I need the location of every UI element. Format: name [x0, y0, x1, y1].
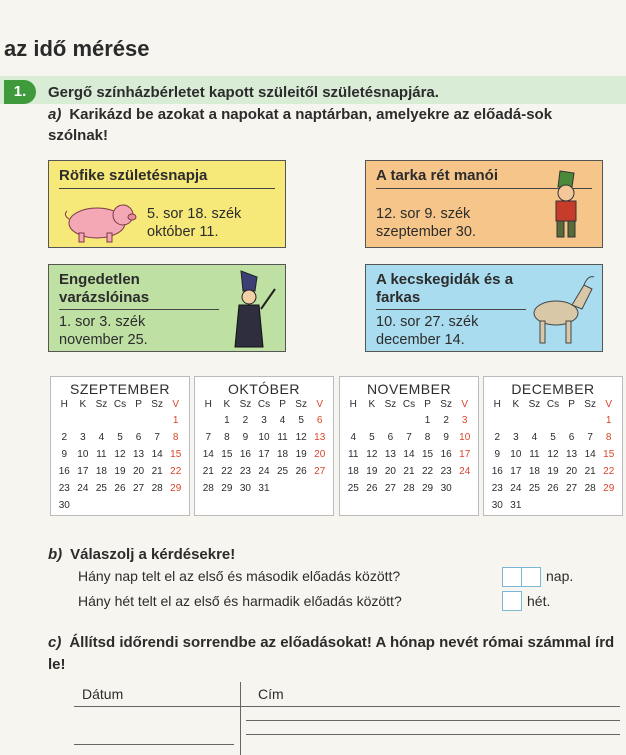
pig-icon: [59, 195, 139, 245]
calendar-day[interactable]: 20: [384, 466, 396, 477]
calendar-day[interactable]: 14: [403, 449, 415, 460]
calendar-day[interactable]: 31: [258, 483, 270, 494]
column-date-header: Dátum: [82, 686, 124, 702]
calendar-day[interactable]: 15: [603, 449, 615, 460]
calendar-day[interactable]: 18: [528, 466, 540, 477]
calendar-day: [507, 412, 526, 429]
calendar-week-row: [51, 446, 189, 463]
calendar-day[interactable]: 24: [77, 483, 89, 494]
calendar-day[interactable]: 21: [403, 466, 415, 477]
gnome-icon: [542, 167, 592, 245]
calendar-day[interactable]: 28: [403, 483, 415, 494]
weekday: K: [368, 399, 376, 410]
calendar-day[interactable]: 8: [224, 432, 230, 443]
page-title: az idő mérése: [4, 36, 150, 61]
calendar-day[interactable]: 14: [202, 449, 214, 460]
calendar-day[interactable]: 25: [528, 483, 540, 494]
weekday: Sz: [239, 399, 252, 410]
answer-days-digit-2[interactable]: [521, 567, 541, 587]
weekday: Sz: [95, 399, 108, 410]
calendar-day: [148, 497, 167, 514]
calendar-week-row: [51, 463, 189, 480]
calendar-day[interactable]: 9: [443, 432, 449, 443]
calendar-day[interactable]: 29: [221, 483, 233, 494]
show-seat: 1. sor 3. szék: [59, 314, 146, 330]
show-card-varazslo: [48, 264, 286, 352]
calendar-day[interactable]: 30: [491, 500, 503, 511]
calendar-day[interactable]: 19: [547, 466, 559, 477]
calendar-weekdays: [51, 399, 189, 410]
calendar-day[interactable]: 30: [239, 483, 251, 494]
weekday: P: [568, 399, 575, 410]
calendar-october: [194, 376, 334, 516]
calendar-november: [339, 376, 479, 516]
calendar-day[interactable]: 5: [550, 432, 556, 443]
task-a-instruction: Karikázd be azokat a napokat a naptárban, amelyekre az előadá-sok szólnak!: [48, 106, 553, 144]
calendar-week-row: [484, 446, 622, 463]
task-a-label: a): [48, 106, 62, 123]
calendar-day[interactable]: 13: [566, 449, 578, 460]
calendar-day[interactable]: 12: [366, 449, 378, 460]
calendar-day[interactable]: 13: [314, 432, 326, 443]
calendar-day[interactable]: 7: [154, 432, 160, 443]
calendar-day[interactable]: 3: [80, 432, 86, 443]
calendar-day[interactable]: 26: [295, 466, 307, 477]
calendar-day[interactable]: 11: [348, 449, 359, 460]
weekday: H: [204, 399, 212, 410]
calendar-day: [74, 412, 93, 429]
calendar-day[interactable]: 20: [133, 466, 145, 477]
calendar-week-row: [195, 463, 333, 480]
calendar-day[interactable]: 8: [605, 432, 612, 443]
calendar-week-row: [340, 429, 478, 446]
calendar-day[interactable]: 5: [369, 432, 375, 443]
show-card-rofike: [48, 160, 286, 248]
calendar-day[interactable]: 30: [58, 500, 70, 511]
calendar-day[interactable]: 10: [459, 432, 471, 443]
calendar-day: [581, 497, 600, 514]
weekday: K: [79, 399, 87, 410]
show-title: A tarka rét manói: [376, 167, 498, 184]
calendar-day[interactable]: 2: [494, 432, 501, 443]
calendar-day[interactable]: 19: [295, 449, 307, 460]
task-b-label: b): [48, 546, 63, 563]
weekday: K: [512, 399, 520, 410]
calendar-day[interactable]: 25: [347, 483, 359, 494]
calendar-day: [74, 497, 93, 514]
answer-line[interactable]: [246, 734, 620, 735]
calendar-day[interactable]: 12: [547, 449, 559, 460]
calendar-month: NOVEMBER: [366, 381, 452, 397]
calendar-day[interactable]: 6: [135, 432, 142, 443]
task-number-badge: 1.: [4, 80, 36, 104]
calendar-day[interactable]: 21: [202, 466, 214, 477]
show-card-kecske: [365, 264, 603, 352]
calendar-day[interactable]: 6: [568, 432, 575, 443]
calendar-day[interactable]: 22: [603, 466, 615, 477]
calendar-day[interactable]: 6: [387, 432, 394, 443]
calendar-week-row: [340, 412, 478, 429]
calendar-day[interactable]: 19: [114, 466, 126, 477]
show-seat: 12. sor 9. szék: [376, 206, 471, 222]
calendar-day[interactable]: 12: [295, 432, 307, 443]
weekday: Sz: [584, 399, 596, 410]
show-date: október 11.: [147, 224, 219, 240]
calendar-day[interactable]: 1: [172, 415, 179, 426]
calendar-week-row: [195, 429, 333, 446]
weekday: V: [605, 399, 613, 410]
calendar-day: [129, 412, 148, 429]
weekday: Sz: [295, 399, 307, 410]
calendar-september: [50, 376, 190, 516]
weekday: Cs: [546, 399, 560, 410]
calendar-day[interactable]: 15: [170, 449, 182, 460]
calendar-day[interactable]: 27: [566, 483, 578, 494]
calendar-day[interactable]: 17: [258, 449, 270, 460]
calendar-day[interactable]: 26: [547, 483, 559, 494]
calendar-day[interactable]: 11: [277, 432, 288, 443]
weekday: V: [316, 399, 324, 410]
calendar-day: [111, 497, 130, 514]
weekday: H: [493, 399, 501, 410]
calendar-day[interactable]: 11: [529, 449, 540, 460]
calendar-day[interactable]: 10: [258, 432, 270, 443]
calendar-day[interactable]: 4: [531, 432, 538, 443]
calendar-day[interactable]: 27: [314, 466, 326, 477]
show-card-tarka: [365, 160, 603, 248]
calendar-day: [525, 497, 544, 514]
calendar-month: DECEMBER: [511, 381, 595, 397]
calendar-day[interactable]: 22: [422, 466, 434, 477]
calendar-day[interactable]: 15: [221, 449, 233, 460]
calendar-day: [562, 497, 581, 514]
weekday: P: [424, 399, 431, 410]
calendar-day[interactable]: 23: [239, 466, 251, 477]
calendar-day[interactable]: 2: [61, 432, 68, 443]
calendar-day[interactable]: 25: [277, 466, 289, 477]
calendar-day: [199, 412, 218, 429]
calendar-day: [111, 412, 130, 429]
calendar-day[interactable]: 1: [424, 415, 431, 426]
goat-icon: [526, 269, 598, 349]
calendar-day[interactable]: 16: [440, 449, 452, 460]
show-seat: 10. sor 27. szék: [376, 314, 479, 330]
answer-weeks[interactable]: [502, 591, 522, 611]
calendar-day[interactable]: 7: [205, 432, 212, 443]
calendar-day[interactable]: 14: [151, 449, 163, 460]
calendar-day[interactable]: 23: [440, 466, 452, 477]
weekday: K: [223, 399, 231, 410]
calendar-day[interactable]: 29: [422, 483, 434, 494]
task-intro: Gergő színházbérletet kapott szüleitől születésnapjára.: [48, 84, 439, 101]
calendar-weekdays: [340, 399, 478, 410]
calendar-week-row: [484, 463, 622, 480]
calendar-day: [488, 412, 507, 429]
task-c-label: c): [48, 634, 62, 651]
calendar-day[interactable]: 21: [151, 466, 163, 477]
calendar-day: [544, 497, 563, 514]
calendar-week-row: [51, 497, 189, 514]
calendar-month: SZEPTEMBER: [70, 381, 170, 397]
show-date: szeptember 30.: [376, 224, 476, 240]
show-seat: 5. sor 18. szék: [147, 206, 242, 222]
calendar-day[interactable]: 18: [277, 449, 289, 460]
calendar-day[interactable]: 1: [605, 415, 612, 426]
calendar-day[interactable]: 15: [422, 449, 434, 460]
calendar-day: [363, 412, 382, 429]
weekday: V: [461, 399, 469, 410]
calendar-day[interactable]: 16: [491, 466, 503, 477]
calendar-day[interactable]: 4: [350, 432, 357, 443]
calendar-day: [273, 480, 292, 497]
calendar-day[interactable]: 17: [459, 449, 471, 460]
calendar-day[interactable]: 6: [316, 415, 323, 426]
unit-weeks: hét.: [527, 593, 551, 609]
calendar-day[interactable]: 25: [95, 483, 107, 494]
show-date: december 14.: [376, 332, 465, 348]
show-title: A kecskegidák és a farkas: [376, 271, 514, 306]
calendar-week-row: [484, 480, 622, 497]
show-date: november 25.: [59, 332, 148, 348]
calendar-day[interactable]: 8: [424, 432, 431, 443]
calendar-day[interactable]: 30: [440, 483, 452, 494]
calendar-day[interactable]: 20: [566, 466, 578, 477]
weekday: P: [279, 399, 286, 410]
calendar-day[interactable]: 8: [172, 432, 179, 443]
calendar-day: [400, 412, 419, 429]
calendar-day[interactable]: 23: [58, 483, 70, 494]
calendar-day[interactable]: 24: [258, 466, 270, 477]
task-b-heading: [48, 546, 235, 563]
calendar-day[interactable]: 29: [170, 483, 182, 494]
calendar-day[interactable]: 13: [384, 449, 396, 460]
calendar-day[interactable]: 9: [242, 432, 249, 443]
calendar-day[interactable]: 21: [584, 466, 596, 477]
calendar-day[interactable]: 29: [603, 483, 615, 494]
table-header-line: [74, 706, 620, 707]
calendar-day: [292, 480, 311, 497]
calendar-day[interactable]: 26: [366, 483, 378, 494]
calendar-week-row: [195, 480, 333, 497]
show-title: Engedetlen varázslóinas: [59, 271, 150, 306]
calendar-day[interactable]: 24: [510, 483, 522, 494]
calendar-day[interactable]: 9: [494, 449, 501, 460]
calendar-day: [55, 412, 74, 429]
calendar-day[interactable]: 19: [366, 466, 378, 477]
calendar-day[interactable]: 28: [584, 483, 596, 494]
calendar-day: [544, 412, 563, 429]
calendar-weekdays: [484, 399, 622, 410]
wizard-icon: [225, 269, 279, 349]
answer-line[interactable]: [246, 720, 620, 721]
calendar-day[interactable]: 3: [261, 415, 267, 426]
calendar-day[interactable]: 10: [510, 449, 522, 460]
table-divider: [240, 682, 241, 755]
weekday: Cs: [113, 399, 127, 410]
unit-days: nap.: [546, 568, 574, 584]
calendar-day[interactable]: 5: [117, 432, 123, 443]
calendar-day[interactable]: 23: [491, 483, 503, 494]
calendar-day: [166, 497, 185, 514]
calendar-day[interactable]: 22: [221, 466, 233, 477]
calendar-day: [525, 412, 544, 429]
calendar-day: [581, 412, 600, 429]
calendar-day[interactable]: 4: [98, 432, 105, 443]
show-divider: [59, 188, 275, 189]
weekday: V: [172, 399, 180, 410]
calendar-day[interactable]: 24: [459, 466, 471, 477]
calendar-day[interactable]: 27: [133, 483, 145, 494]
calendar-week-row: [340, 480, 478, 497]
calendar-weekdays: [195, 399, 333, 410]
calendar-week-row: [484, 412, 622, 429]
calendar-week-row: [51, 412, 189, 429]
calendar-day[interactable]: 3: [513, 432, 519, 443]
calendar-day[interactable]: 31: [510, 500, 522, 511]
weekday: Cs: [402, 399, 416, 410]
column-title-header: Cím: [258, 686, 284, 702]
calendar-day[interactable]: 26: [114, 483, 126, 494]
calendar-week-row: [484, 497, 622, 514]
calendar-day[interactable]: 2: [242, 415, 249, 426]
weekday: Sz: [440, 399, 452, 410]
calendar-week-row: [195, 446, 333, 463]
calendar-day[interactable]: 22: [170, 466, 182, 477]
question-days: Hány nap telt el az első és második előadás között?: [78, 568, 401, 584]
calendar-december: [483, 376, 623, 516]
calendar-day: [92, 497, 111, 514]
calendar-day[interactable]: 5: [298, 415, 304, 426]
calendar-day[interactable]: 14: [584, 449, 596, 460]
calendar-day[interactable]: 7: [587, 432, 593, 443]
task-c-text: [48, 632, 618, 676]
calendar-day[interactable]: 28: [151, 483, 163, 494]
weekday: Sz: [384, 399, 397, 410]
calendar-day[interactable]: 18: [95, 466, 107, 477]
calendar-day: [381, 412, 400, 429]
calendar-week-row: [484, 429, 622, 446]
calendar-day: [310, 480, 329, 497]
calendar-week-row: [340, 446, 478, 463]
calendar-month: OKTÓBER: [228, 381, 300, 397]
task-a-text: [48, 104, 608, 146]
calendar-day: [148, 412, 167, 429]
weekday: Cs: [257, 399, 271, 410]
task-c-instruction: Állítsd időrendi sorrendbe az előadásokat! A hónap nevét római számmal írd le!: [48, 634, 615, 673]
calendar-day[interactable]: 12: [114, 449, 126, 460]
calendar-day[interactable]: 16: [239, 449, 251, 460]
answer-line[interactable]: [74, 744, 234, 745]
calendar-day[interactable]: 13: [133, 449, 145, 460]
weekday: H: [349, 399, 357, 410]
answer-days-digit-1[interactable]: [502, 567, 522, 587]
calendar-day[interactable]: 20: [314, 449, 326, 460]
calendar-day: [562, 412, 581, 429]
show-divider: [59, 309, 219, 310]
calendar-day: [129, 497, 148, 514]
calendar-day[interactable]: 9: [61, 449, 68, 460]
calendar-day: [344, 412, 363, 429]
calendar-day: [455, 480, 474, 497]
calendar-day[interactable]: 27: [384, 483, 396, 494]
calendar-day[interactable]: 18: [347, 466, 359, 477]
question-weeks: Hány hét telt el az első és harmadik előadás között?: [78, 593, 402, 609]
calendar-day[interactable]: 17: [77, 466, 89, 477]
calendar-day[interactable]: 11: [96, 449, 107, 460]
calendar-day: [92, 412, 111, 429]
calendar-day: [599, 497, 618, 514]
calendar-day[interactable]: 17: [510, 466, 522, 477]
calendar-day[interactable]: 10: [77, 449, 89, 460]
show-title: Röfike születésnapja: [59, 167, 208, 184]
calendar-day[interactable]: 16: [58, 466, 70, 477]
weekday: H: [60, 399, 68, 410]
task-b-title: Válaszolj a kérdésekre!: [70, 546, 236, 563]
calendar-day[interactable]: 7: [406, 432, 412, 443]
calendar-week-row: [195, 412, 333, 429]
calendar-day[interactable]: 4: [279, 415, 286, 426]
weekday: P: [135, 399, 142, 410]
calendar-day[interactable]: 3: [461, 415, 468, 426]
calendar-week-row: [340, 463, 478, 480]
calendar-day[interactable]: 2: [443, 415, 449, 426]
weekday: Sz: [151, 399, 163, 410]
calendar-week-row: [51, 480, 189, 497]
calendar-week-row: [51, 429, 189, 446]
show-divider: [376, 309, 526, 310]
calendar-day[interactable]: 28: [202, 483, 214, 494]
calendar-day[interactable]: 1: [224, 415, 230, 426]
weekday: Sz: [528, 399, 541, 410]
